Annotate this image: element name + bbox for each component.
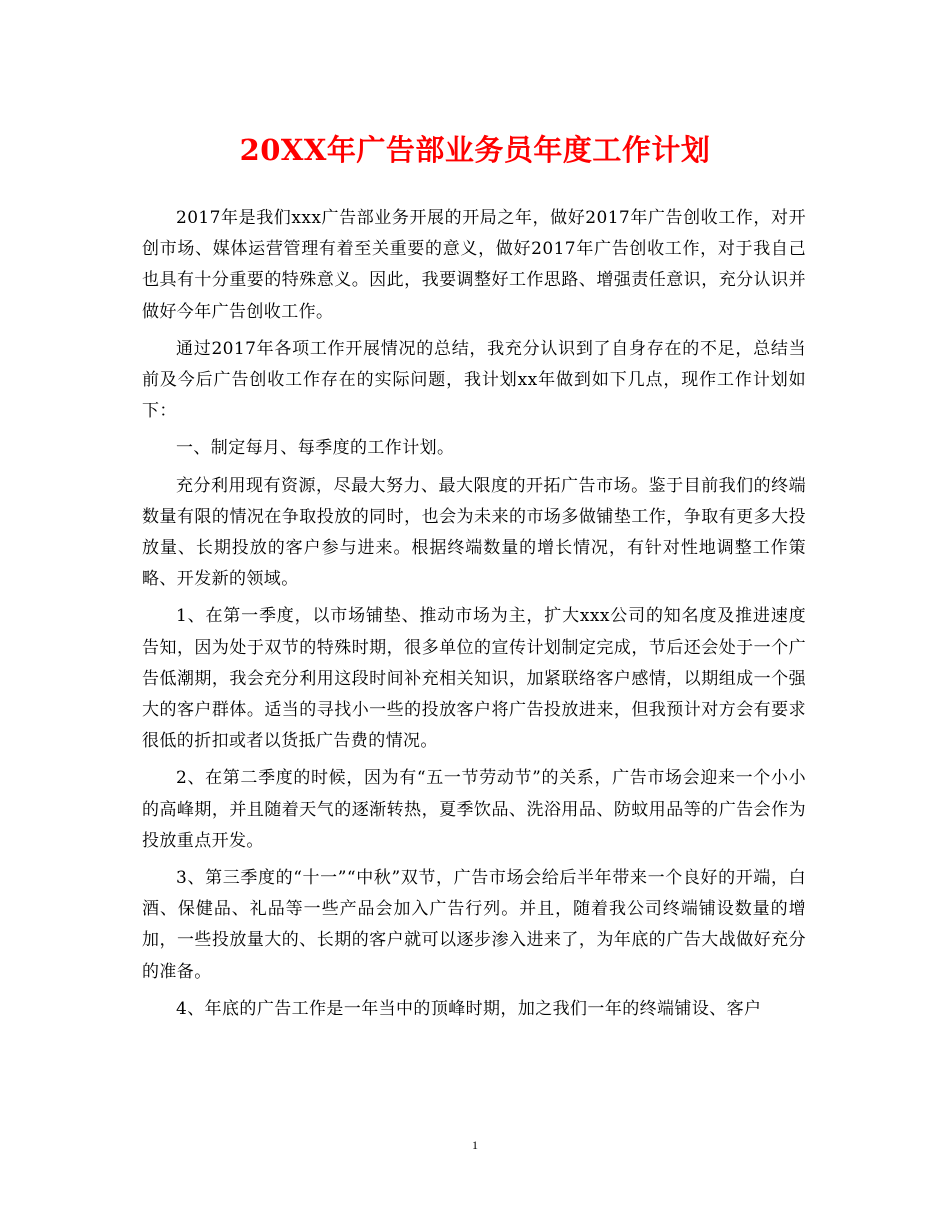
document-body [142, 203, 806, 1031]
section-heading: 一、制定每月、每季度的工作计划。 [176, 438, 455, 459]
paragraph: 2017年是我们xxx广告部业务开展的开局之年，做好2017年广告创收工作，对开创市场、媒体运营管理有着至关重要的意义，做好2017年广告创收工作，对于我自己也具有十分重要的特殊意义。因此，我要调整好工作思路、增强责任意识，充分认识并做好今年广告创收工作。 [142, 208, 806, 322]
page-number: 1 [472, 1138, 478, 1152]
paragraph: 2、在第二季度的时候，因为有“五一节劳动节”的关系，广告市场会迎来一个小小的高峰期，并且随着天气的逐渐转热，夏季饮品、洗浴用品、防蚊用品等的广告会作为投放重点开发。 [142, 768, 806, 851]
paragraph: 4、年底的广告工作是一年当中的顶峰时期，加之我们一年的终端铺设、客户 [176, 998, 762, 1019]
paragraph: 3、第三季度的“十一”“中秋”双节，广告市场会给后半年带来一个良好的开端，白酒、保健品、礼品等一些产品会加入广告行列。并且，随着我公司终端铺设数量的增加，一些投放量大的、长期的客户就可以逐步渗入进来了，为年底的广告大战做好充分的准备。 [142, 868, 806, 982]
paragraph: 充分利用现有资源，尽最大努力、最大限度的开拓广告市场。鉴于目前我们的终端数量有限的情况在争取投放的同时，也会为未来的市场多做铺垫工作，争取有更多大投放量、长期投放的客户参与进来。根据终端数量的增长情况，有针对性地调整工作策略、开发新的领域。 [142, 475, 806, 590]
paragraph: 1、在第一季度，以市场铺垫、推动市场为主，扩大xxx公司的知名度及推进速度告知，因为处于双节的特殊时期，很多单位的宣传计划制定完成，节后还会处于一个广告低潮期，我会充分利用这段时间补充相关知识，加紧联络客户感情，以期组成一个强大的客户群体。适当的寻找小一些的投放客户将广告投放进来，但我预计对方会有要求很低的折扣或者以货抵广告费的情况。 [142, 606, 806, 752]
document-title: 20XX年广告部业务员年度工作计划 [239, 133, 711, 167]
paragraph: 通过2017年各项工作开展情况的总结，我充分认识到了自身存在的不足，总结当前及今后广告创收工作存在的实际问题，我计划xx年做到如下几点，现作工作计划如下： [142, 338, 806, 422]
